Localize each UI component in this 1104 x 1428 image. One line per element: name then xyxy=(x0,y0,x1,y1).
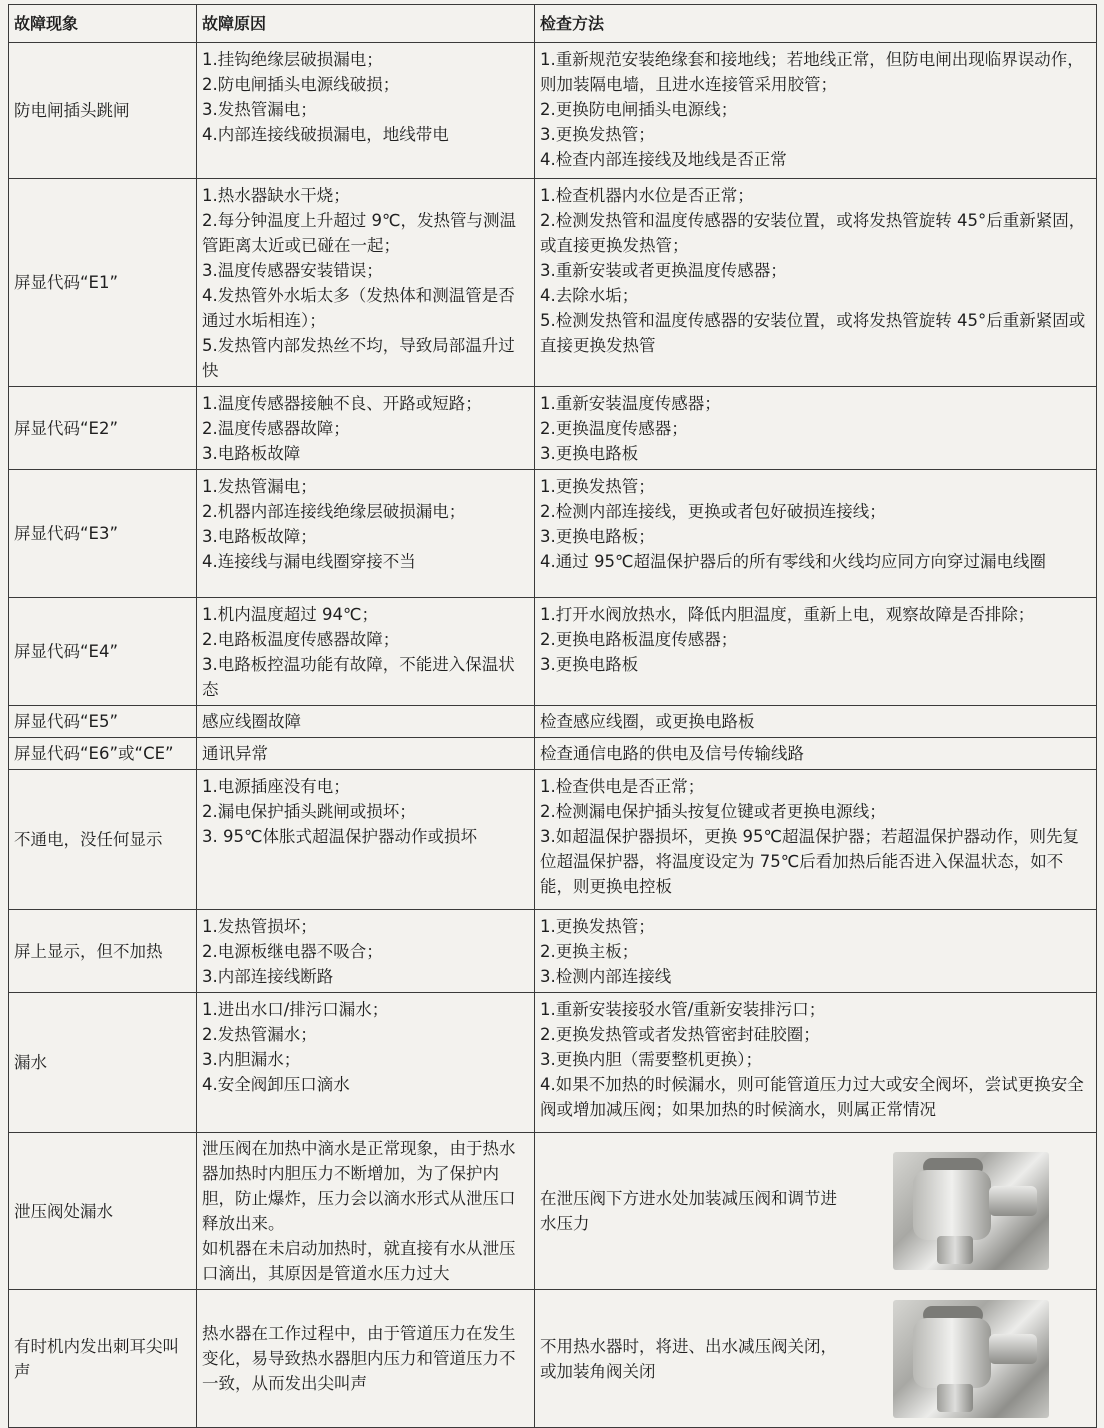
method-item: 1.更换发热管； xyxy=(540,477,655,496)
check-methods: 不用热水器时，将进、出水减压阀关闭，或加装角阀关闭 xyxy=(535,1290,847,1428)
valve-photo-cell xyxy=(847,1290,1097,1428)
table-row xyxy=(9,910,1097,993)
check-methods: 在泄压阀下方进水处加装减压阀和调节进水压力 xyxy=(535,1133,847,1290)
table-row xyxy=(9,738,1097,770)
method-item: 1.检查供电是否正常； xyxy=(540,777,705,796)
method-item: 3.更换电路板 xyxy=(540,444,639,463)
cause-item: 2.发热管漏水； xyxy=(202,1025,317,1044)
cause-item: 3.温度传感器安装错误； xyxy=(202,261,383,280)
header-cause: 故障原因 xyxy=(197,5,535,43)
angle-valve-photo xyxy=(893,1300,1049,1418)
cause-item: 1.热水器缺水干烧； xyxy=(202,186,350,205)
fault-causes xyxy=(197,738,535,770)
cause-item: 1.机内温度超过 94℃； xyxy=(202,605,379,624)
method-item: 2.更换温度传感器； xyxy=(540,419,688,438)
method-item: 3.重新安装或者更换温度传感器； xyxy=(540,261,787,280)
cause-item: 2.机器内部连接线绝缘层破损漏电； xyxy=(202,502,466,521)
cause-item: 2.温度传感器故障； xyxy=(202,419,350,438)
check-methods xyxy=(535,993,1097,1133)
cause-item: 4.安全阀卸压口滴水 xyxy=(202,1075,350,1094)
header-method: 检查方法 xyxy=(535,5,1097,43)
table-row xyxy=(9,993,1097,1133)
fault-table xyxy=(8,4,1097,1428)
fault-phenomenon: 防电闸插头跳闸 xyxy=(9,43,197,179)
cause-item: 4.连接线与漏电线圈穿接不当 xyxy=(202,552,416,571)
table-row xyxy=(9,470,1097,598)
table-row xyxy=(9,1290,1097,1428)
method-item: 2.更换防电闸插头电源线； xyxy=(540,100,738,119)
cause-item: 2.漏电保护插头跳闸或损坏； xyxy=(202,802,416,821)
method-item: 1.重新安装温度传感器； xyxy=(540,394,721,413)
fault-phenomenon: 屏显代码“E2” xyxy=(9,387,197,470)
table-row xyxy=(9,598,1097,706)
cause-item: 感应线圈故障 xyxy=(202,712,301,731)
method-item: 3.更换电路板 xyxy=(540,655,639,674)
fault-causes xyxy=(197,43,535,179)
valve-photo-cell xyxy=(847,1133,1097,1290)
fault-phenomenon: 不通电，没任何显示 xyxy=(9,770,197,910)
table-row xyxy=(9,179,1097,387)
cause-item: 3.内胆漏水； xyxy=(202,1050,301,1069)
fault-causes xyxy=(197,770,535,910)
fault-causes xyxy=(197,387,535,470)
method-item: 3.更换发热管； xyxy=(540,125,655,144)
table-row xyxy=(9,387,1097,470)
cause-item: 3.电路板故障 xyxy=(202,444,301,463)
fault-phenomenon: 屏显代码“E3” xyxy=(9,470,197,598)
header-phenomenon: 故障现象 xyxy=(9,5,197,43)
cause-item: 3. 95℃体胀式超温保护器动作或损坏 xyxy=(202,827,478,846)
cause-item: 3.电路板控温功能有故障，不能进入保温状态 xyxy=(202,655,515,699)
method-item: 1.重新规范安装绝缘套和接地线；若地线正常，但防电闸出现临界误动作，则加装隔电墙，且进水连接管采用胶管； xyxy=(540,50,1084,94)
fault-phenomenon: 屏显代码“E4” xyxy=(9,598,197,706)
cause-item: 1.温度传感器接触不良、开路或短路； xyxy=(202,394,482,413)
cause-item: 2.电源板继电器不吸合； xyxy=(202,942,383,961)
cause-item: 1.进出水口/排污口漏水； xyxy=(202,1000,389,1019)
cause-item: 4.发热管外水垢太多（发热体和测温管是否通过水垢相连）； xyxy=(202,286,515,330)
method-item: 5.检测发热管和温度传感器的安装位置，或将发热管旋转 45°后重新紧固或直接更换发热管 xyxy=(540,311,1086,355)
cause-item: 通讯异常 xyxy=(202,744,268,763)
fault-causes xyxy=(197,1290,535,1428)
fault-phenomenon: 屏显代码“E6”或“CE” xyxy=(9,738,197,770)
method-item: 2.更换主板； xyxy=(540,942,639,961)
cause-item: 2.电路板温度传感器故障； xyxy=(202,630,400,649)
method-item: 3.如超温保护器损坏，更换 95℃超温保护器；若超温保护器动作，则先复位超温保护器，将温度设定为 75℃后看加热后能否进入保温状态，如不能，则更换电控板 xyxy=(540,827,1080,896)
cause-item: 1.发热管漏电； xyxy=(202,477,317,496)
table-body xyxy=(9,43,1097,1428)
fault-causes xyxy=(197,470,535,598)
fault-causes xyxy=(197,598,535,706)
cause-item: 3.电路板故障； xyxy=(202,527,317,546)
cause-item: 如机器在未启动加热时，就直接有水从泄压口滴出，其原因是管道水压力过大 xyxy=(202,1239,516,1283)
check-methods xyxy=(535,387,1097,470)
method-item: 4.检查内部连接线及地线是否正常 xyxy=(540,150,787,169)
cause-item: 3.发热管漏电； xyxy=(202,100,317,119)
cause-item: 5.发热管内部发热丝不均，导致局部温升过快 xyxy=(202,336,515,380)
fault-phenomenon: 有时机内发出刺耳尖叫声 xyxy=(9,1290,197,1428)
cause-item: 2.防电闸插头电源线破损； xyxy=(202,75,400,94)
check-methods xyxy=(535,910,1097,993)
fault-causes xyxy=(197,1133,535,1290)
check-methods xyxy=(535,179,1097,387)
fault-phenomenon: 屏上显示，但不加热 xyxy=(9,910,197,993)
table-row xyxy=(9,770,1097,910)
cause-item: 2.每分钟温度上升超过 9℃，发热管与测温管距离太近或已碰在一起； xyxy=(202,211,517,255)
cause-item: 1.挂钩绝缘层破损漏电； xyxy=(202,50,383,69)
method-item: 检查感应线圈，或更换电路板 xyxy=(540,712,755,731)
method-item: 2.检测漏电保护插头按复位键或者更换电源线； xyxy=(540,802,886,821)
method-item: 3.更换电路板； xyxy=(540,527,655,546)
method-item: 1.重新安装接驳水管/重新安装排污口； xyxy=(540,1000,826,1019)
method-item: 4.如果不加热的时候漏水，则可能管道压力过大或安全阀坏，尝试更换安全阀或增加减压阀；如果加热的时候滴水，则属正常情况 xyxy=(540,1075,1084,1119)
table-row xyxy=(9,43,1097,179)
method-item: 2.检测内部连接线，更换或者包好破损连接线； xyxy=(540,502,886,521)
method-item: 1.打开水阀放热水，降低内胆温度，重新上电，观察故障是否排除； xyxy=(540,605,1035,624)
cause-item: 4.内部连接线破损漏电，地线带电 xyxy=(202,125,449,144)
method-item: 2.检测发热管和温度传感器的安装位置，或将发热管旋转 45°后重新紧固，或直接更换发热管； xyxy=(540,211,1086,255)
cause-item: 1.发热管损坏； xyxy=(202,917,317,936)
fault-causes xyxy=(197,706,535,738)
method-item: 3.更换内胆（需要整机更换）； xyxy=(540,1050,762,1069)
check-methods xyxy=(535,43,1097,179)
check-methods xyxy=(535,770,1097,910)
fault-phenomenon: 泄压阀处漏水 xyxy=(9,1133,197,1290)
fault-phenomenon: 屏显代码“E1” xyxy=(9,179,197,387)
cause-item: 泄压阀在加热中滴水是正常现象，由于热水器加热时内胆压力不断增加，为了保护内胆，防止爆炸，压力会以滴水形式从泄压口释放出来。 xyxy=(202,1139,516,1233)
check-methods xyxy=(535,706,1097,738)
fault-phenomenon: 屏显代码“E5” xyxy=(9,706,197,738)
cause-item: 3.内部连接线断路 xyxy=(202,967,334,986)
table-header-row xyxy=(9,5,1097,43)
method-item: 3.检测内部连接线 xyxy=(540,967,672,986)
method-item: 4.通过 95℃超温保护器后的所有零线和火线均应同方向穿过漏电线圈 xyxy=(540,552,1047,571)
check-methods xyxy=(535,470,1097,598)
method-item: 2.更换发热管或者发热管密封硅胶圈； xyxy=(540,1025,820,1044)
check-methods xyxy=(535,598,1097,706)
fault-phenomenon: 漏水 xyxy=(9,993,197,1133)
method-item: 1.更换发热管； xyxy=(540,917,655,936)
cause-item: 热水器在工作过程中，由于管道压力在发生变化，易导致热水器胆内压力和管道压力不一致，从而发出尖叫声 xyxy=(202,1324,516,1393)
cause-item: 1.电源插座没有电； xyxy=(202,777,350,796)
fault-causes xyxy=(197,910,535,993)
fault-causes xyxy=(197,993,535,1133)
fault-causes xyxy=(197,179,535,387)
check-methods xyxy=(535,738,1097,770)
method-item: 2.更换电路板温度传感器； xyxy=(540,630,738,649)
method-item: 4.去除水垢； xyxy=(540,286,639,305)
method-item: 检查通信电路的供电及信号传输线路 xyxy=(540,744,804,763)
method-item: 1.检查机器内水位是否正常； xyxy=(540,186,754,205)
table-row xyxy=(9,1133,1097,1290)
pressure-relief-valve-photo xyxy=(893,1152,1049,1270)
table-row xyxy=(9,706,1097,738)
